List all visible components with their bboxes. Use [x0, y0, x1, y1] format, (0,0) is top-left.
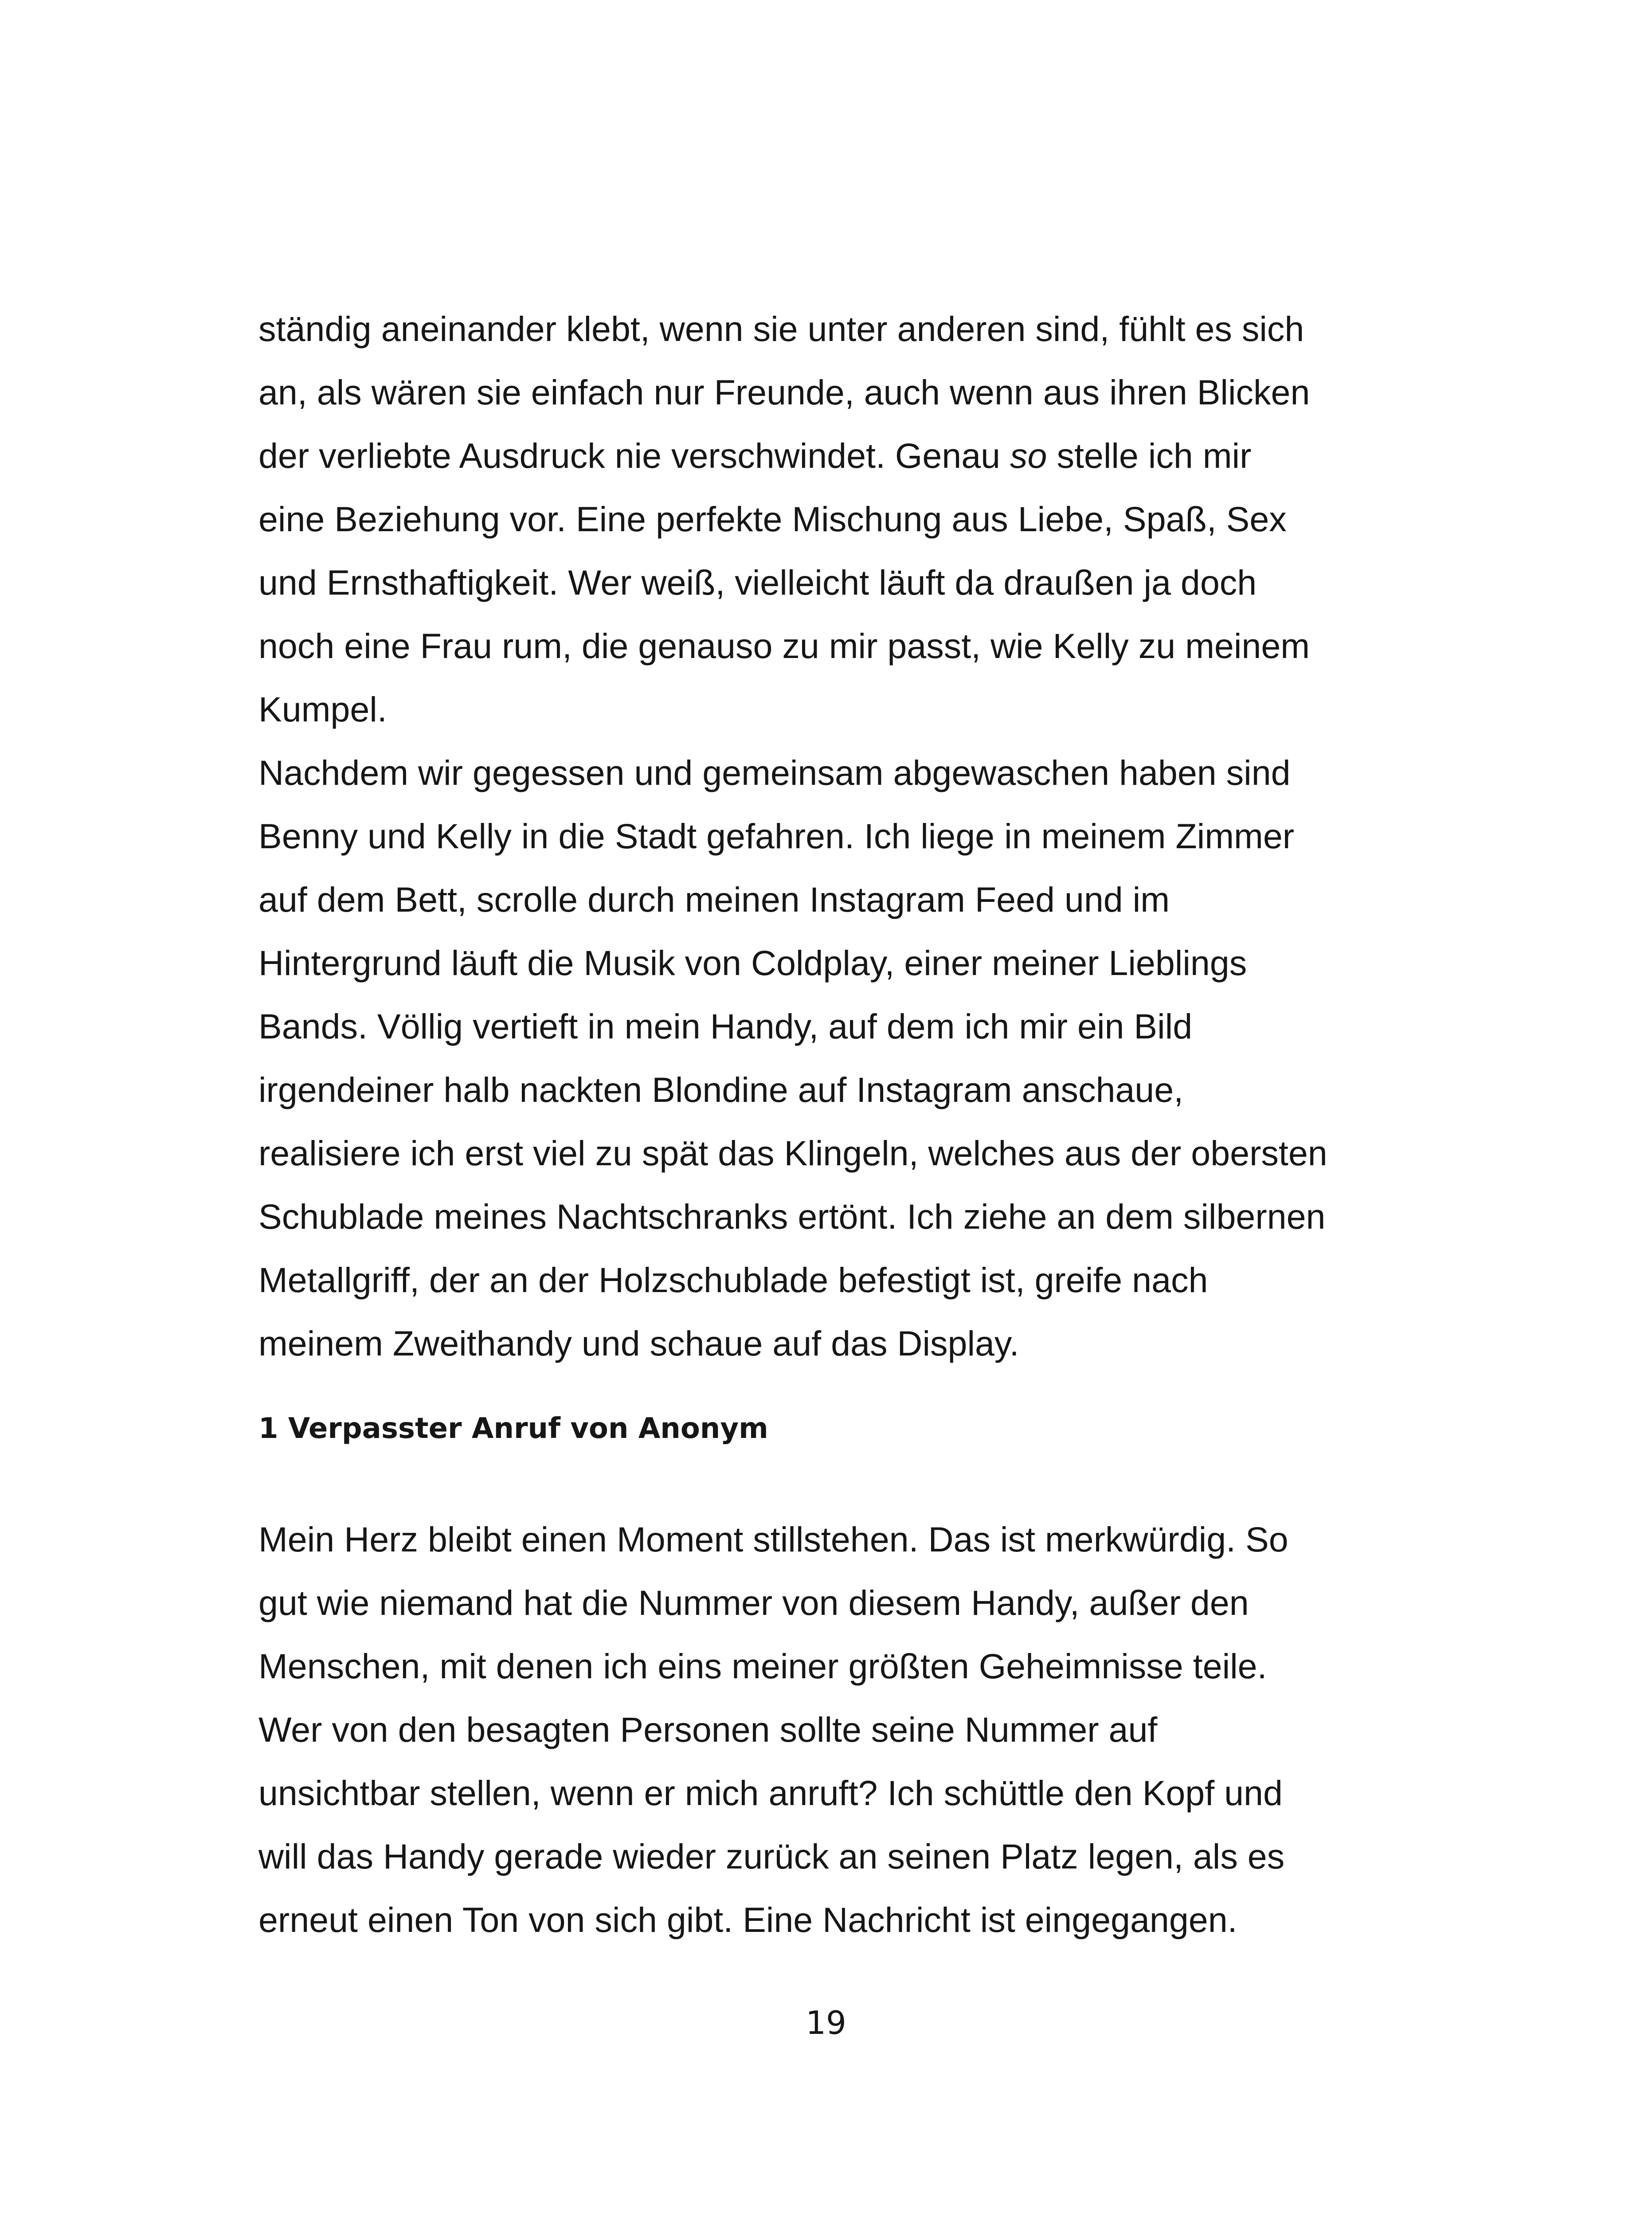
- text-segment: stelle ich mir: [1057, 436, 1252, 475]
- missed-call-heading: 1 Verpasster Anruf von Anonym: [258, 1412, 768, 1445]
- text-line: unsichtbar stellen, wenn er mich anruft? Ich schüttle den Kopf und: [258, 1773, 1283, 1813]
- text-line: Metallgriff, der an der Holzschublade befestigt ist, greife nach: [258, 1260, 1208, 1300]
- text-line: irgendeiner halb nackten Blondine auf Instagram anschaue,: [258, 1070, 1184, 1109]
- text-line: realisiere ich erst viel zu spät das Klingeln, welches aus der obersten: [258, 1133, 1327, 1173]
- text-line: und Ernsthaftigkeit. Wer weiß, vielleicht läuft da draußen ja doch: [258, 563, 1257, 602]
- page-number: 19: [806, 2004, 846, 2041]
- text-line: ständig aneinander klebt, wenn sie unter anderen sind, fühlt es sich: [258, 309, 1304, 349]
- emphasis-text: so: [1010, 436, 1047, 475]
- text-line: Bands. Völlig vertieft in mein Handy, auf dem ich mir ein Bild: [258, 1007, 1193, 1046]
- body-text-upper: [258, 297, 1420, 1375]
- text-line: Nachdem wir gegessen und gemeinsam abgewaschen haben sind: [258, 753, 1291, 792]
- text-line: Wer von den besagten Personen sollte seine Nummer auf: [258, 1710, 1158, 1749]
- text-line: Schublade meines Nachtschranks ertönt. Ich ziehe an dem silbernen: [258, 1197, 1326, 1236]
- text-line: an, als wären sie einfach nur Freunde, auch wenn aus ihren Blicken: [258, 372, 1310, 412]
- text-line: Mein Herz bleibt einen Moment stillstehen. Das ist merkwürdig. So: [258, 1520, 1288, 1559]
- text-line: Hintergrund läuft die Musik von Coldplay, einer meiner Lieblings: [258, 943, 1247, 983]
- text-line: Kumpel.: [258, 689, 387, 729]
- text-line: Benny und Kelly in die Stadt gefahren. Ich liege in meinem Zimmer: [258, 816, 1295, 856]
- text-line: noch eine Frau rum, die genauso zu mir passt, wie Kelly zu meinem: [258, 626, 1310, 666]
- text-line: meinem Zweithandy und schaue auf das Display.: [258, 1324, 1019, 1363]
- text-line: will das Handy gerade wieder zurück an seinen Platz legen, als es: [258, 1837, 1285, 1876]
- text-line: auf dem Bett, scrolle durch meinen Instagram Feed und im: [258, 880, 1170, 919]
- text-line: [258, 424, 1420, 487]
- text-line: Menschen, mit denen ich eins meiner größten Geheimnisse teile.: [258, 1646, 1267, 1686]
- text-line: gut wie niemand hat die Nummer von diesem Handy, außer den: [258, 1583, 1249, 1622]
- text-line: erneut einen Ton von sich gibt. Eine Nachricht ist eingegangen.: [258, 1900, 1237, 1939]
- text-segment: der verliebte Ausdruck nie verschwindet. Genau: [258, 436, 1001, 475]
- text-line: eine Beziehung vor. Eine perfekte Mischung aus Liebe, Spaß, Sex: [258, 499, 1287, 539]
- body-text-lower: [258, 1508, 1420, 1951]
